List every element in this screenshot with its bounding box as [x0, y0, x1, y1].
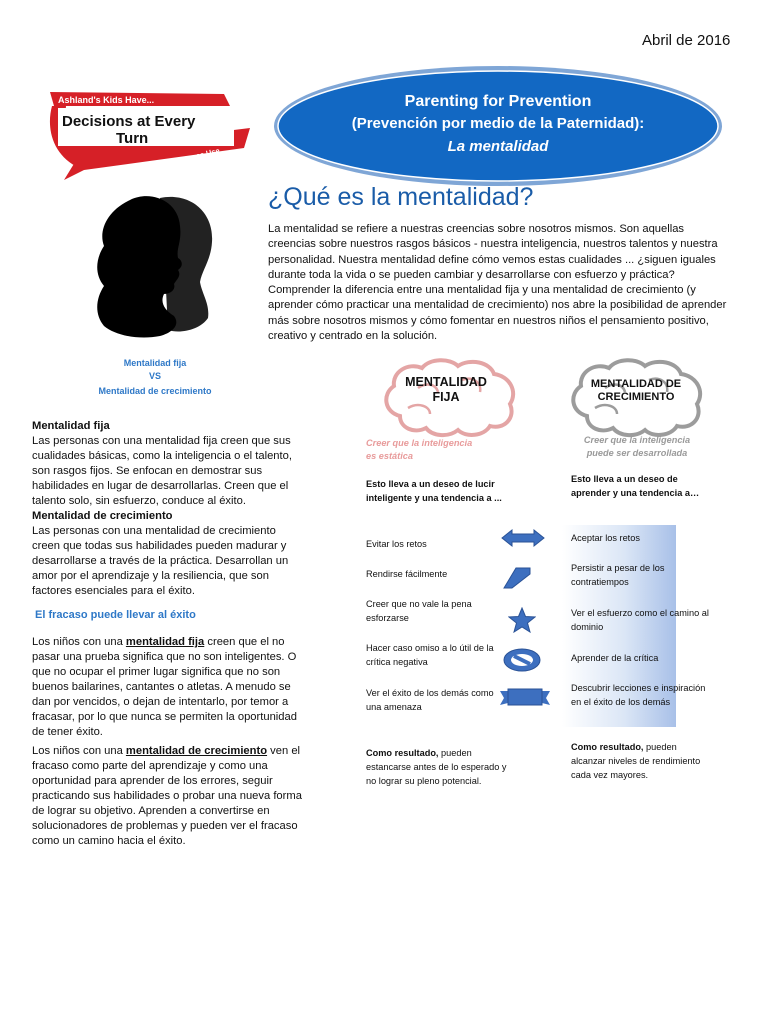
logo-main-text-2: Turn	[116, 130, 149, 147]
fixed-item: Hacer caso omiso a lo útil de la crítica negativa	[366, 643, 494, 667]
fixed-definition: Las personas con una mentalidad fija creen que sus cualidades básicas, como la inteligencia o el talento, son rasgos fijos. Se enfocan en demostrar sus habilidades en lugar de desarrollarlas. Creen que el talento solo, sin esfuerzo, conduce al éxito.	[32, 435, 292, 507]
fixed-result	[366, 746, 516, 788]
failure-heading: El fracaso puede llevar al éxito	[35, 609, 196, 621]
growth-item: Persistir a pesar de los contratiempos	[571, 563, 665, 587]
fixed-heading: Mentalidad fija	[32, 420, 110, 432]
fixed-brain-label-1: MENTALIDAD	[405, 375, 487, 389]
fixed-lead-text: Esto lleva a un deseo de lucir inteligente y una tendencia a ...	[366, 479, 502, 503]
growth-result	[571, 740, 701, 782]
p2-emphasis: mentalidad de crecimiento	[125, 745, 268, 757]
ashland-logo	[44, 88, 284, 188]
growth-item: Aceptar los retos	[571, 533, 640, 543]
fixed-kids-paragraph	[32, 635, 304, 740]
growth-note-1: Creer que la inteligencia	[583, 435, 691, 445]
banner-ribbon-icon	[498, 687, 552, 709]
fixed-result-bold: Como resultado,	[366, 748, 439, 758]
intro-paragraph: La mentalidad se refiere a nuestras creencias sobre nosotros mismos. Son aquellas creencias sobre nuestros rasgos básicos - nuestra inteligencia, nuestros talentos y nuestra personalidad. Nuestra mentalidad define cómo vemos estas cualidades ... ¿siguen iguales durante toda la vida o se pueden cambiar y desarrollarse con esfuerzo y práctica? Comprender la diferencia entre una mentalidad fija y una mentalidad de crecimiento (y aprender cómo practicar una mentalidad de crecimiento) nos abre la posibilidad de aprender más sobre nosotros mismos y cómo fomentar en nuestros niños el pensamiento positivo, creativo y centrado en la solución.	[268, 223, 727, 343]
logo-main-text-1: Decisions at Every	[62, 113, 196, 130]
title-line-2: (Prevención por medio de la Paternidad):	[351, 115, 645, 132]
vs-growth: Mentalidad de crecimiento	[98, 386, 212, 396]
vs-label: VS	[148, 371, 161, 381]
p2-part-a: Los niños con una	[32, 745, 126, 757]
growth-heading: Mentalidad de crecimiento	[32, 510, 173, 522]
p2-part-c: ven el fracaso como parte del aprendizaje y como una oportunidad para aprender de los errores, seguir practicando sus habilidades o probar una nueva forma de lograr su objetivo. Aprenden a convertirse en solucionadores de problemas y pueden ver el fracaso como un camino hacia el éxito.	[32, 745, 302, 847]
title-line-1: Parenting for Prevention	[404, 93, 592, 110]
title-line-3: La mentalidad	[447, 138, 549, 155]
no-symbol-icon	[502, 647, 542, 673]
vs-fixed: Mentalidad fija	[123, 358, 187, 368]
fixed-belief-note	[366, 437, 472, 463]
mindset-definitions	[32, 419, 304, 599]
fixed-item: Creer que no vale la pena esforzarse	[366, 599, 472, 623]
growth-item: Descubrir lecciones e inspiración en el éxito de los demás	[571, 683, 706, 707]
vs-block	[60, 357, 250, 398]
growth-definition: Las personas con una mentalidad de crecimiento creen que todas sus habilidades pueden madurar y desarrollarse a través de la práctica. Desarrollan un amor por el aprendizaje y la resiliencia, que son factores esenciales para el éxito.	[32, 525, 289, 597]
growth-belief-note	[574, 434, 700, 460]
issue-date: Abril de 2016	[642, 32, 731, 49]
growth-note-2: puede ser desarrollada	[586, 448, 688, 458]
fixed-result-text: pueden estancarse antes de lo esperado y no lograr su pleno potencial.	[366, 748, 507, 786]
logo-top-text: Ashland's Kids Have...	[58, 95, 155, 105]
growth-item: Aprender de la crítica	[571, 653, 659, 663]
growth-brain-label	[572, 378, 700, 404]
growth-brain-label-1: MENTALIDAD DE	[590, 378, 682, 390]
fixed-item: Rendirse fácilmente	[366, 569, 448, 579]
children-silhouette-image	[90, 190, 220, 340]
growth-brain-label-2: CRECIMIENTO	[597, 391, 675, 403]
growth-lead-text: Esto lleva a un deseo de aprender y una tendencia a…	[571, 474, 700, 498]
star-icon	[508, 607, 536, 633]
growth-item: Ver el esfuerzo como el camino al dominio	[571, 608, 709, 632]
fixed-item: Evitar los retos	[366, 539, 427, 549]
slanted-block-icon	[502, 564, 532, 590]
fixed-brain-label-2: FIJA	[432, 390, 460, 404]
p1-emphasis: mentalidad fija	[125, 636, 205, 648]
p1-part-a: Los niños con una	[32, 636, 126, 648]
growth-kids-paragraph	[32, 744, 304, 849]
growth-result-bold: Como resultado,	[571, 742, 644, 752]
fixed-item: Ver el éxito de los demás como una amenaza	[366, 688, 494, 712]
fixed-brain-label	[398, 375, 494, 405]
logo-arrow-text: Prevent Youth Substance Use	[115, 145, 221, 181]
fixed-note-2: es estática	[366, 451, 413, 461]
p1-part-c: creen que el no pasar una prueba significa que no son inteligentes. O que no ocupar el primer lugar significa que no son buenos bailarines, cantantes o atletas. A menudo se dan por vencidos, o dejan de intentarlo, por temor a fracasar, por lo que nunca se permiten la oportunidad de tener éxito.	[32, 636, 297, 738]
double-arrow-icon	[500, 528, 546, 548]
fixed-note-1: Creer que la inteligencia	[366, 438, 473, 448]
page-heading: ¿Qué es la mentalidad?	[268, 183, 534, 211]
growth-result-text: pueden alcanzar niveles de rendimiento cada vez mayores.	[571, 742, 701, 780]
